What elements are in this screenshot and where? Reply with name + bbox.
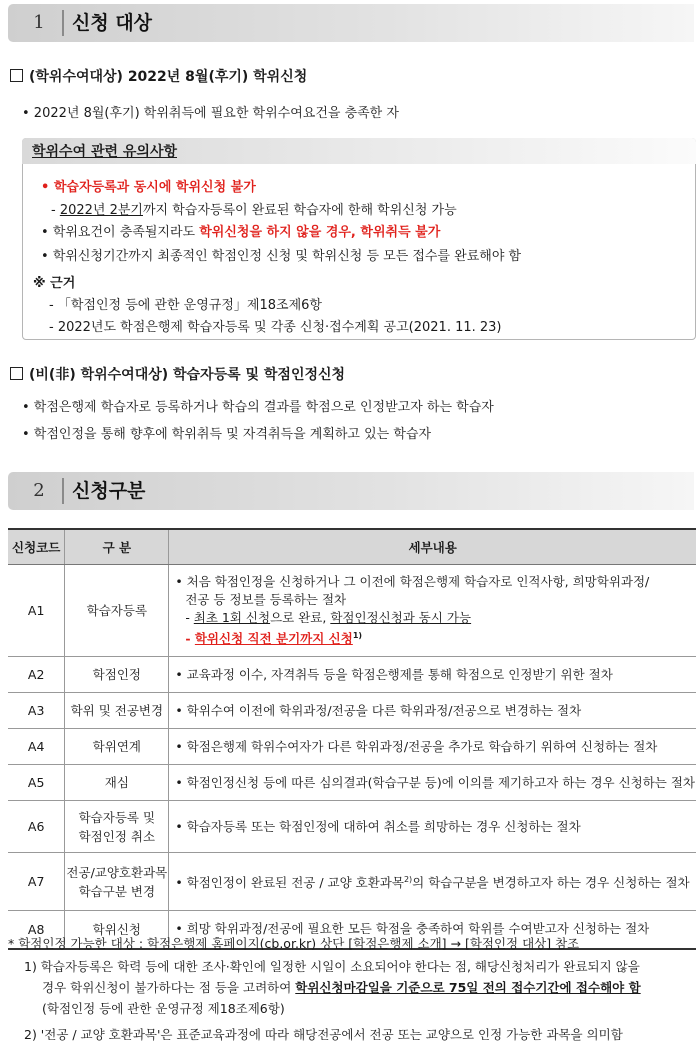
section-divider	[62, 10, 64, 36]
row-code: A1	[8, 565, 65, 657]
col-header-category: 구 분	[65, 529, 169, 565]
footnote-1-line-3: (학점인정 등에 관한 운영규정 제18조제6항)	[42, 1001, 285, 1016]
notice-box	[22, 138, 696, 340]
table-row: A5 재심 • 학점인정신청 등에 따른 심의결과(학습구분 등)에 이의를 제기하고자 하는 경우 신청하는 절차	[8, 765, 696, 801]
square-bullet-icon	[10, 367, 23, 380]
section-2-header	[8, 472, 694, 510]
notice-item-1-sub: - 2022년 2분기까지 학습자등록이 완료된 학습자에 한해 학위신청 가능	[51, 203, 457, 218]
bullet-non-degree-1: • 학점은행제 학습자로 등록하거나 학습의 결과를 학점으로 인정받고자 하는 학습자	[22, 400, 494, 415]
table-row: A7 전공/교양호환과목 학습구분 변경 • 학점인정이 완료된 전공 / 교양 호환과목$^{2)}$의 학습구분을 변경하고자 하는 경우 신청하는 절차	[8, 853, 696, 911]
application-type-table	[8, 528, 696, 950]
notice-header	[22, 138, 696, 164]
section-1-header	[8, 4, 694, 42]
col-header-code: 신청코드	[8, 529, 65, 565]
table-row: A8 학위신청 • 희망 학위과정/전공에 필요한 모든 학점을 충족하여 학위를 수여받고자 신청하는 절차	[8, 911, 696, 949]
bullet-degree-target: • 2022년 8월(후기) 학위취득에 필요한 학위수여요건을 충족한 자	[22, 106, 399, 121]
square-bullet-icon	[10, 69, 23, 82]
notice-item-1: • 학습자등록과 동시에 학위신청 불가	[41, 180, 256, 195]
row-detail: • 처음 학점인정을 신청하거나 그 이전에 학점은행제 학습자로 인적사항, 희망학위과정/ 전공 등 정보를 등록하는 절차 - 최초 1회 신청으로 완료, 학점인정신청과 동시 가능 - 학위신청 직전 분기까지 신청$^{1)}$	[169, 565, 696, 657]
bullet-non-degree-2: • 학점인정을 통해 향후에 학위취득 및 자격취득을 계획하고 있는 학습자	[22, 427, 432, 442]
heading-non-degree-target: (비(非) 학위수여대상) 학습자등록 및 학점인정신청	[10, 364, 345, 384]
notice-item-3: • 학위신청기간까지 최종적인 학점인정 신청 및 학위신청 등 모든 접수를 완료해야 함	[41, 249, 522, 264]
section-title: 신청구분	[72, 480, 146, 502]
section-number: 1	[33, 12, 45, 33]
table-row: A2 학점인정 • 교육과정 이수, 자격취득 등을 학점은행제를 통해 학점으로 인정받기 위한 절차	[8, 657, 696, 693]
footnote-1-line-2: 경우 학위신청이 불가하다는 점 등을 고려하여 학위신청마감일을 기준으로 75일 전의 접수기간에 접수해야 함	[42, 980, 641, 995]
table-row	[8, 565, 696, 657]
notice-item-2: • 학위요건이 충족될지라도 학위신청을 하지 않을 경우, 학위취득 불가	[41, 225, 441, 240]
basis-2: - 2022년도 학점은행제 학습자등록 및 각종 신청·접수계획 공고(2021. 11. 23)	[49, 320, 502, 335]
heading-degree-target: (학위수여대상) 2022년 8월(후기) 학위신청	[10, 66, 307, 86]
section-title: 신청 대상	[72, 12, 153, 34]
col-header-detail: 세부내용	[169, 529, 696, 565]
section-number: 2	[33, 480, 45, 501]
notice-title: 학위수여 관련 유의사항	[32, 144, 177, 160]
row-category: 학습자등록	[65, 565, 169, 657]
footnote-star: * 학점인정 가능한 대상 : 학점은행제 홈페이지(cb.or.kr) 상단 [학점은행제 소개] → [학점인정 대상] 참조	[8, 936, 580, 951]
basis-title: ※ 근거	[33, 276, 76, 291]
section-divider	[62, 478, 64, 504]
footnote-1-line-1: 1) 학습자등록은 학력 등에 대한 조사·확인에 일정한 시일이 소요되어야 한다는 점, 해당신청처리가 완료되지 않을	[24, 959, 640, 974]
footnote-2: 2) '전공 / 교양 호환과목'은 표준교육과정에 따라 해당전공에서 전공 또는 교양으로 인정 가능한 과목을 의미함	[24, 1027, 623, 1042]
table-row: A3 학위 및 전공변경 • 학위수여 이전에 학위과정/전공을 다른 학위과정/전공으로 변경하는 절차	[8, 693, 696, 729]
table-row: A4 학위연계 • 학점은행제 학위수여자가 다른 학위과정/전공을 추가로 학습하기 위하여 신청하는 절차	[8, 729, 696, 765]
table-row: A6 학습자등록 및 학점인정 취소 • 학습자등록 또는 학점인정에 대하여 취소를 희망하는 경우 신청하는 절차	[8, 801, 696, 853]
table-header-row	[8, 529, 696, 565]
basis-1: - 「학점인정 등에 관한 운영규정」제18조제6항	[49, 298, 322, 313]
